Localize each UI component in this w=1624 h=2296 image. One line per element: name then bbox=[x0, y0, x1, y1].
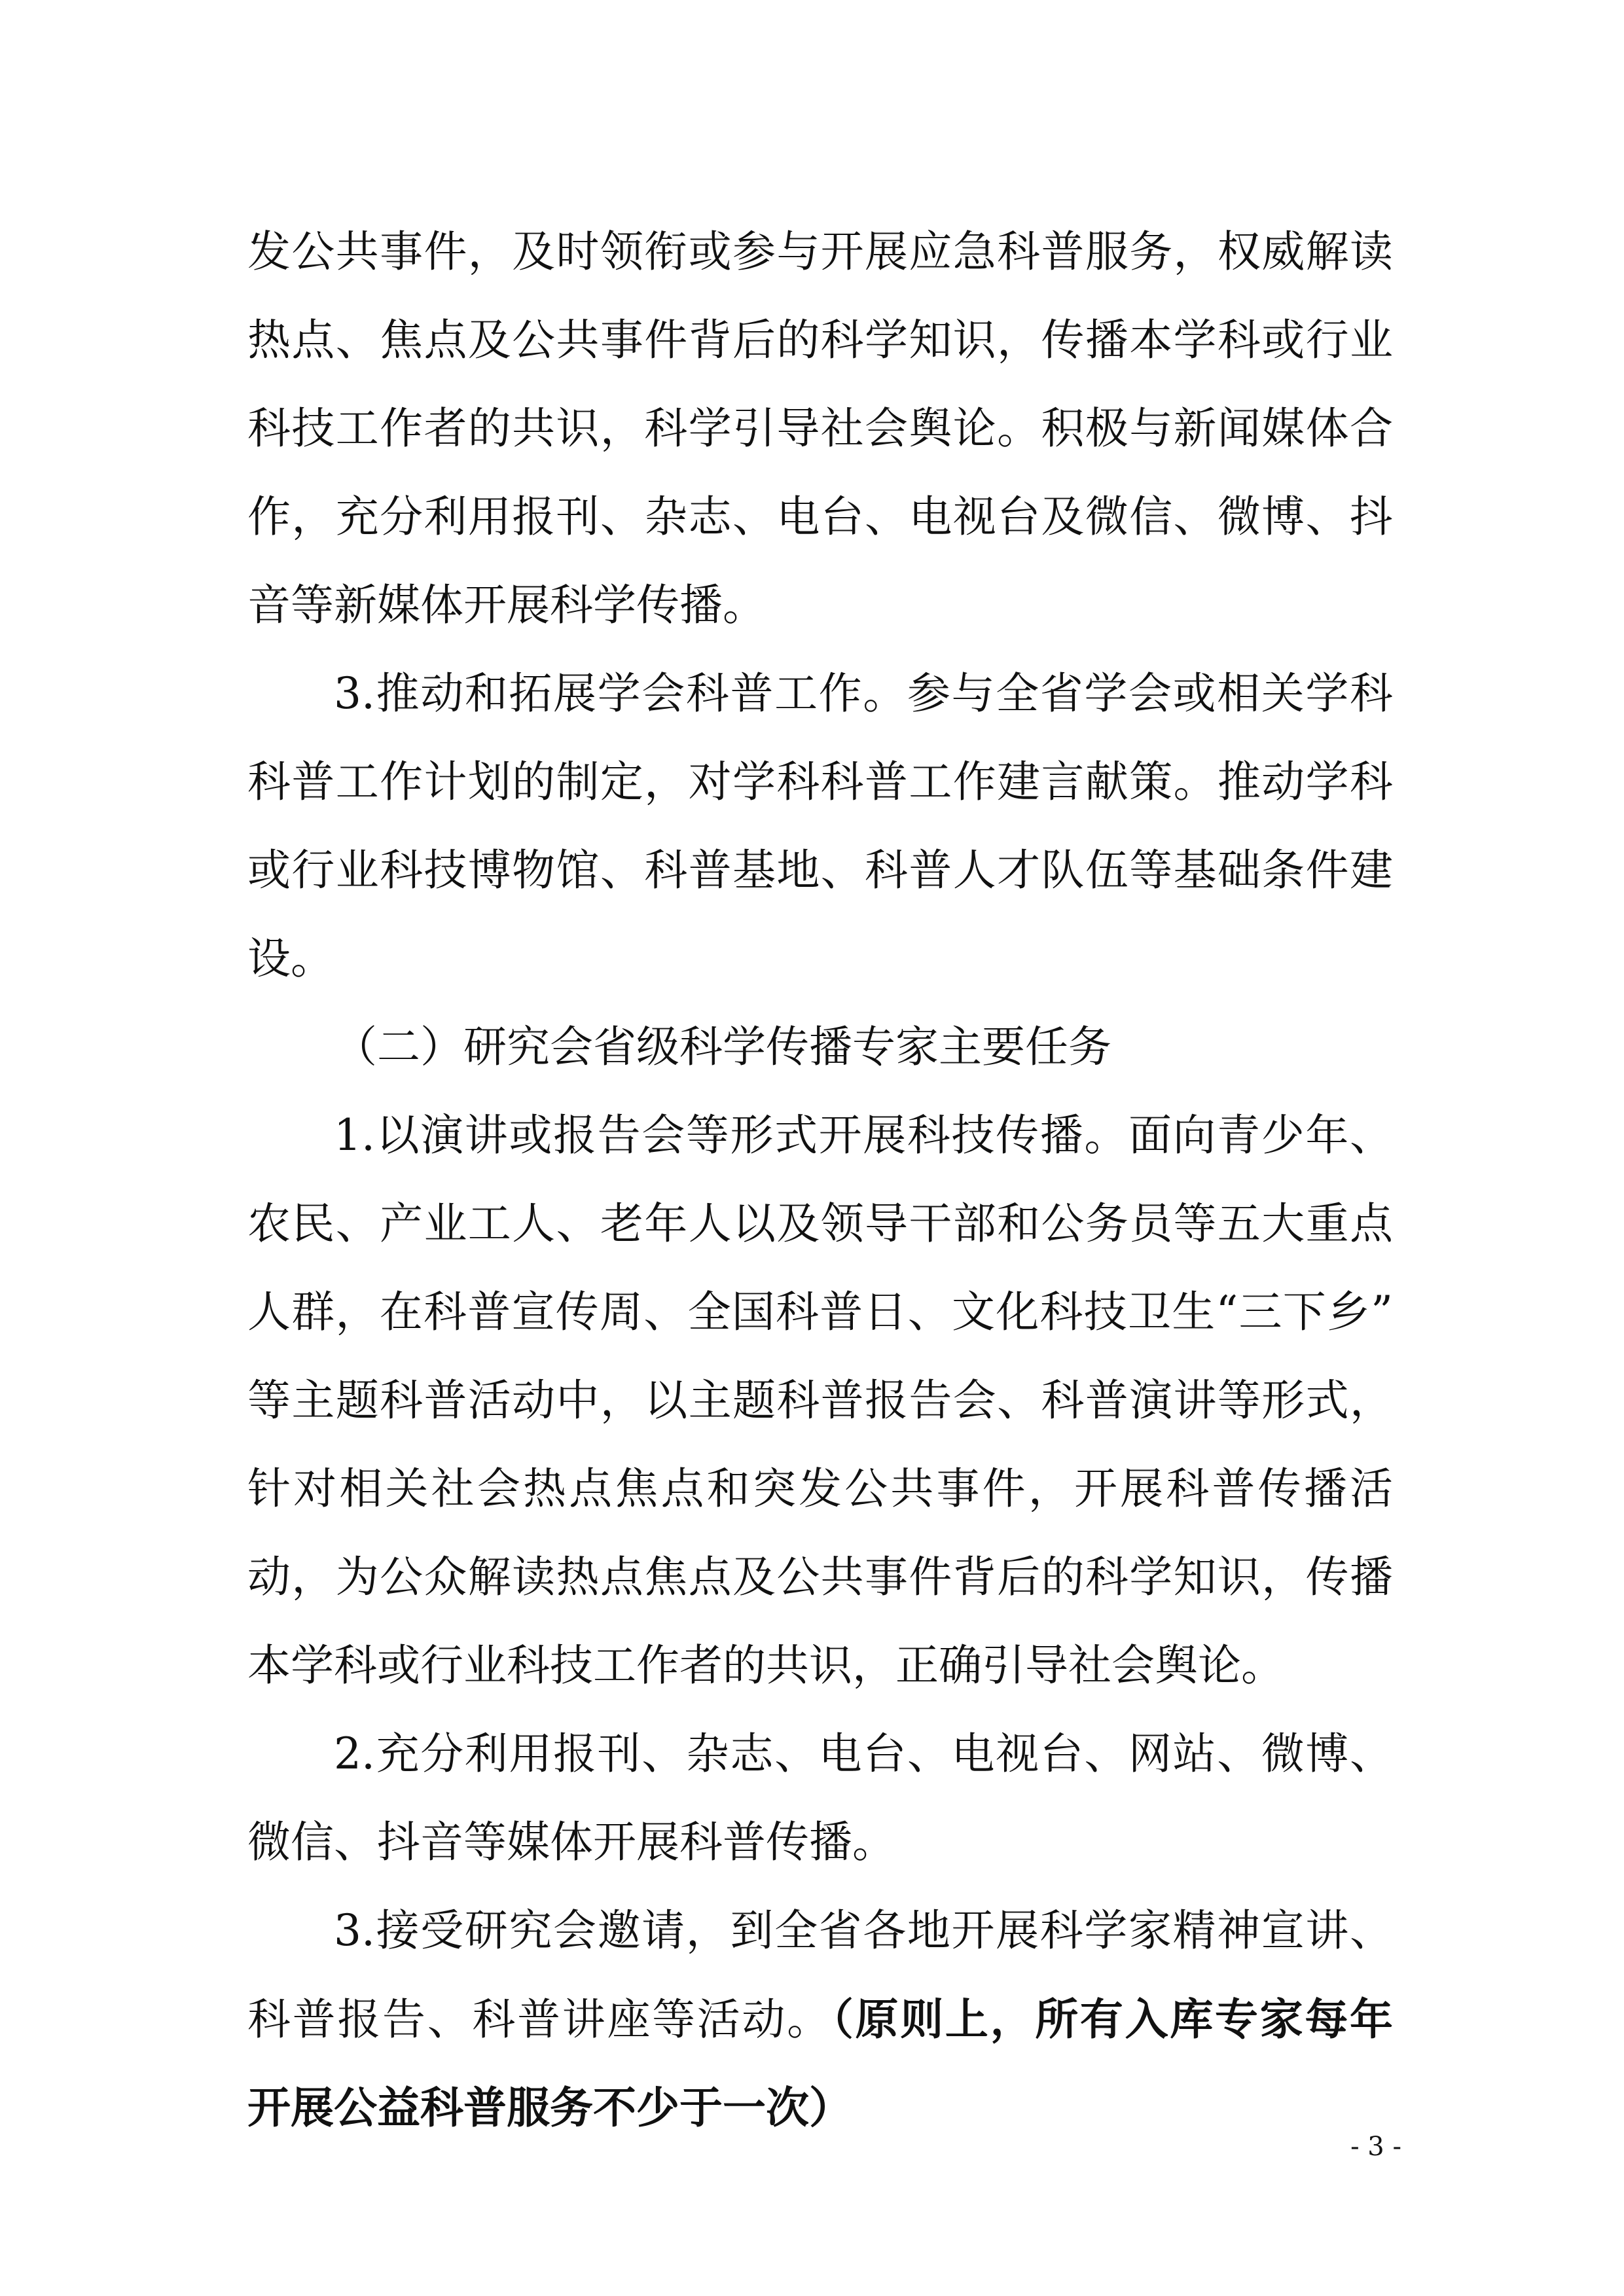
text-line-4: 作，充分利用报刊、杂志、电台、电视台及微信、微博、抖 bbox=[247, 492, 1393, 542]
text-line-21 bbox=[247, 1977, 1393, 2062]
text-line-21-bold: （原则上，所有入库专家每年 bbox=[831, 1994, 1393, 2045]
text-line-1: 发公共事件，及时领衔或参与开展应急科普服务，权威解读 bbox=[247, 226, 1393, 277]
text-line-3: 科技工作者的共识，科学引导社会舆论。积极与新闻媒体合 bbox=[247, 403, 1393, 454]
text-line-6: 3.推动和拓展学会科普工作。参与全省学会或相关学科 bbox=[334, 668, 1393, 719]
text-line-18: 2.充分利用报刊、杂志、电台、电视台、网站、微博、 bbox=[334, 1729, 1393, 1779]
text-line-13: 人群，在科普宣传周、全国科普日、文化科技卫生“三下乡” bbox=[247, 1287, 1393, 1337]
text-line-14: 等主题科普活动中，以主题科普报告会、科普演讲等形式， bbox=[247, 1375, 1393, 1426]
text-line-17: 本学科或行业科技工作者的共识，正确引导社会舆论。 bbox=[247, 1640, 1284, 1691]
text-line-11: 1.以演讲或报告会等形式开展科技传播。面向青少年、 bbox=[334, 1110, 1393, 1160]
text-line-2: 热点、焦点及公共事件背后的科学知识，传播本学科或行业 bbox=[247, 315, 1393, 365]
text-line-19: 微信、抖音等媒体开展科普传播。 bbox=[247, 1817, 895, 1867]
text-line-21-regular: 科普报告、科普讲座等活动。 bbox=[247, 1994, 832, 2045]
text-line-7: 科普工作计划的制定，对学科科普工作建言献策。推动学科 bbox=[247, 757, 1393, 807]
text-line-16: 动，为公众解读热点焦点及公共事件背后的科学知识，传播 bbox=[247, 1552, 1393, 1602]
text-line-9: 设。 bbox=[247, 933, 334, 984]
text-line-5: 音等新媒体开展科学传播。 bbox=[247, 580, 766, 630]
text-line-20: 3.接受研究会邀请，到全省各地开展科学家精神宣讲、 bbox=[334, 1905, 1393, 1956]
text-line-15: 针对相关社会热点焦点和突发公共事件，开展科普传播活 bbox=[247, 1463, 1393, 1514]
section-heading: （二）研究会省级科学传播专家主要任务 bbox=[334, 1022, 1111, 1072]
text-line-12: 农民、产业工人、老年人以及领导干部和公务员等五大重点 bbox=[247, 1198, 1393, 1249]
text-line-22-bold: 开展公益科普服务不少于一次） bbox=[247, 2082, 852, 2133]
page-number: - 3 - bbox=[1350, 2132, 1401, 2162]
text-line-8: 或行业科技博物馆、科普基地、科普人才队伍等基础条件建 bbox=[247, 845, 1393, 895]
